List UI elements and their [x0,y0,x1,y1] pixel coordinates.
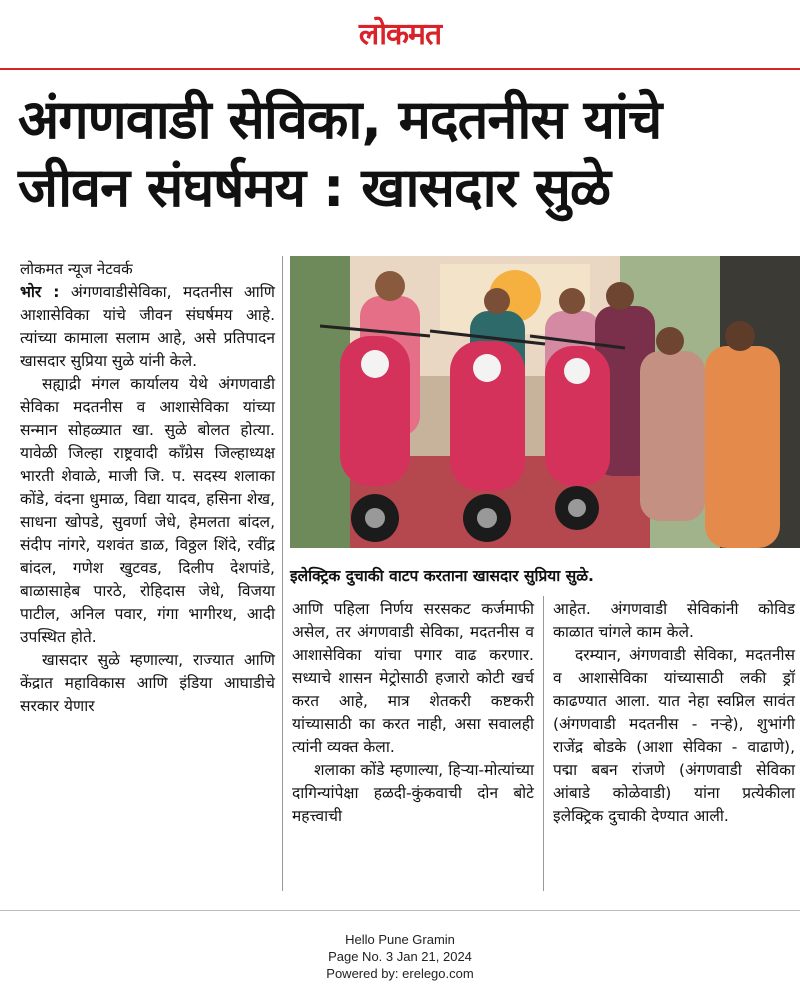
photo-caption: इलेक्ट्रिक दुचाकी वाटप करताना खासदार सुप्रिया सुळे. [290,567,594,585]
paragraph: सह्याद्री मंगल कार्यालय येथे अंगणवाडी सेविका मदतनीस व आशासेविका यांच्या सन्मान सोहळ्यात खा. सुळे बोलत होत्या. यावेळी जिल्हा राष्ट्रवादी काँग्रेस जिल्हाध्यक्ष भारती शेवाळे, माजी जि. प. सदस्य शलाका कोंडे, वंदना धुमाळ, विद्या यादव, हसिना शेख, साधना खोपडे, सुवर्णा जेधे, हेमलता बांदल, संदीप नांगरे, यशवंत डाळ, विठ्ठल शिंदे, रवींद्र बांदल, गणेश खुटवड, दिलीप देशपांडे, बाळासाहेब पारठे, रोहिदास जेधे, विजया पाटील, अनिल पवार, गंगा भागीरथ, आदी उपस्थित होते. [20,375,275,646]
footer-divider [0,910,800,911]
article-column-2 [292,598,534,828]
article-column-3 [553,598,795,828]
dateline: भोर : [20,283,60,301]
headline-line-1: अंगणवाडी सेविका, मदतनीस यांचे [18,88,662,151]
paragraph: आणि पहिला निर्णय सरसकट कर्जमाफी असेल, तर अंगणवाडी सेविका, मदतनीस व आशासेविका यांचा पगार वाढ करणार. सध्याचे शासन मेट्रोसाठी हजारो कोटी खर्च करत आहे, मात्र शेतकरी कष्टकरी यांच्यासाठी का करत नाही, असा सवालही त्यांनी व्यक्त केला. [292,600,534,756]
lead-paragraph [20,281,275,373]
column-divider [282,256,283,891]
article-column-1 [20,258,275,718]
event-photo [290,256,800,548]
column-divider [543,596,544,891]
masthead [0,0,800,70]
article-headline [18,86,788,222]
footer-powered-by: Powered by: erelego.com [326,966,474,981]
footer-page-date: Page No. 3 Jan 21, 2024 [328,949,472,964]
paragraph: आहेत. अंगणवाडी सेविकांनी कोविड काळात चांगले काम केले. [553,600,795,641]
masthead-divider [0,68,800,70]
photo-illustration [290,256,800,548]
footer-publication: Hello Pune Gramin [345,932,455,947]
lead-text: अंगणवाडीसेविका, मदतनीस आणि आशासेविका यांचे जीवन संघर्षमय आहे. त्यांच्या कामाला सलाम आहे, असे प्रतिपादन खासदार सुप्रिया सुळे यांनी केले. [20,283,275,370]
paragraph: शलाका कोंडे म्हणाल्या, हिऱ्या-मोत्यांच्या दागिन्यांपेक्षा हळदी-कुंकवाची दोन बोटे महत्त्वाची [292,761,534,825]
headline-line-2: जीवन संघर्षमय : खासदार सुळे [18,156,611,219]
newspaper-logo: लोकमत [358,17,442,52]
byline: लोकमत न्यूज नेटवर्क [20,260,133,278]
paragraph: खासदार सुळे म्हणाल्या, राज्यात आणि केंद्रात महाविकास आणि इंडिया आघाडीचे सरकार येणार [20,651,275,715]
paragraph: दरम्यान, अंगणवाडी सेविका, मदतनीस व आशासेविका यांच्यासाठी लकी ड्रॉ काढण्यात आला. यात नेहा स्वप्निल सावंत (अंगणवाडी मदतनीस - नऱ्हे), शुभांगी राजेंद्र बोडके (आशा सेविका - वाढाणे), पद्मा बबन रांजणे (अंगणवाडी सेविका आंबाडे कोळेवाडी) यांना प्रत्येकीला इलेक्ट्रिक दुचाकी देण्यात आली. [553,646,795,825]
